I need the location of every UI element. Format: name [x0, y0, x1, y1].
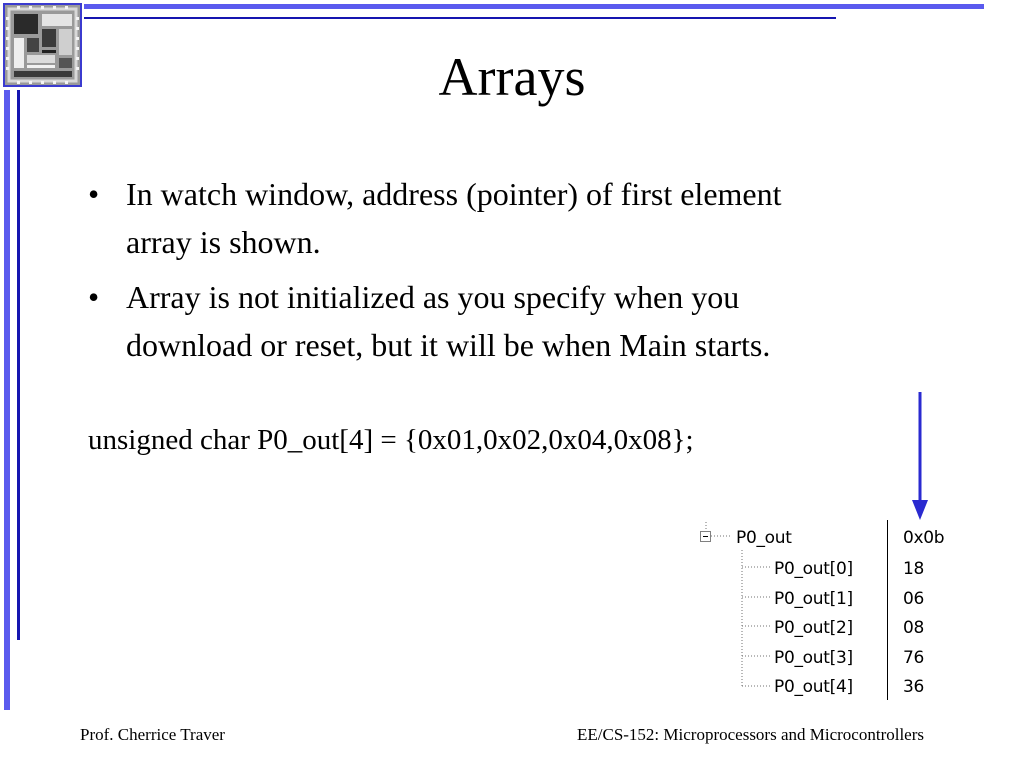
watch-row[interactable] [692, 553, 962, 581]
bullet-text: Array is not initialized as you specify when you download or reset, but it will be when Main starts. [126, 279, 771, 363]
watch-row-root[interactable] [692, 522, 962, 550]
watch-element-value: 08 [903, 618, 925, 638]
watch-variable-value: 0x0b [903, 528, 945, 548]
watch-element-name: P0_out[1] [774, 589, 853, 609]
watch-variable-name: P0_out [736, 528, 792, 548]
watch-window[interactable] [692, 520, 962, 706]
watch-element-name: P0_out[2] [774, 618, 853, 638]
bullet-text: In watch window, address (pointer) of first element array is shown. [126, 176, 782, 260]
bullet-symbol: • [88, 279, 100, 315]
code-declaration: unsigned char P0_out[4] = {0x01,0x02,0x04,0x08}; [88, 424, 694, 456]
watch-element-value: 76 [903, 648, 925, 668]
bullet-symbol: • [88, 176, 100, 212]
arrow-down-icon [908, 392, 932, 522]
bullet-list [86, 170, 846, 376]
watch-element-name: P0_out[0] [774, 559, 853, 579]
frame-top-line [84, 4, 984, 9]
frame-top-inner-line [84, 17, 836, 19]
watch-element-name: P0_out[4] [774, 677, 853, 697]
frame-left-inner-line [17, 90, 20, 640]
watch-element-value: 06 [903, 589, 925, 609]
footer-course: EE/CS-152: Microprocessors and Microcontrollers [576, 725, 924, 744]
bullet-item [86, 170, 846, 266]
frame-left-line [4, 90, 10, 710]
watch-row[interactable] [692, 671, 962, 699]
footer-author: Prof. Cherrice Traver [80, 725, 225, 744]
watch-element-value: 36 [903, 677, 925, 697]
watch-row[interactable] [692, 642, 962, 670]
watch-row[interactable] [692, 583, 962, 611]
watch-row[interactable] [692, 612, 962, 640]
slide-title: Arrays [438, 47, 586, 107]
watch-element-name: P0_out[3] [774, 648, 853, 668]
minus-box-icon[interactable] [700, 531, 712, 543]
bullet-item [86, 273, 846, 369]
watch-element-value: 18 [903, 559, 925, 579]
